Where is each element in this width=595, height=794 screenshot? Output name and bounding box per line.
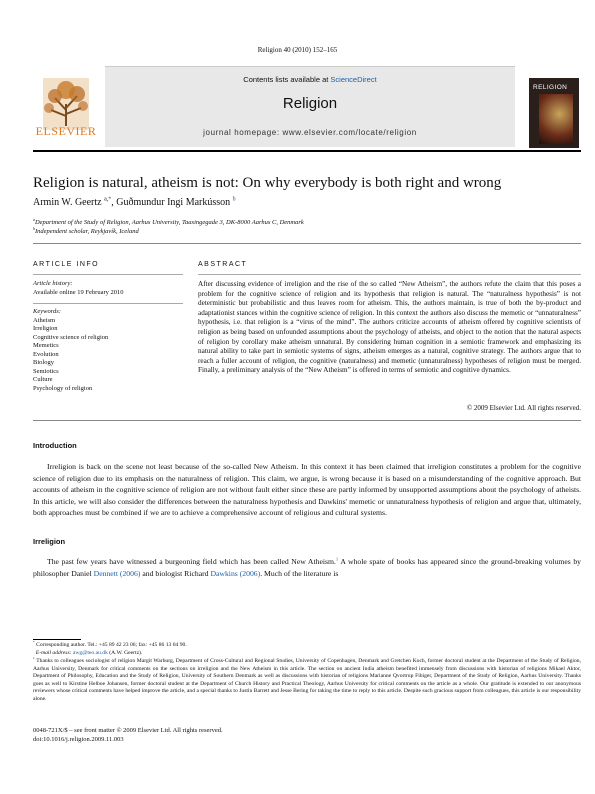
doi-link[interactable]: doi:10.1016/j.religion.2009.11.003 [33, 736, 124, 743]
sciencedirect-link[interactable]: ScienceDirect [330, 75, 377, 84]
footnote-mark: * [33, 640, 35, 645]
keyword: Cognitive science of religion [33, 333, 109, 341]
header-rule [33, 150, 581, 152]
author-name: Guðmundur Ingi Markússon [116, 197, 231, 208]
keyword: Culture [33, 376, 53, 383]
divider [33, 303, 183, 304]
keyword: Evolution [33, 350, 59, 358]
journal-title: Religion [282, 95, 338, 112]
article-history [33, 280, 124, 297]
journal-reference: Religion 40 (2010) 152–165 [257, 46, 338, 54]
article-title: Religion is natural, atheism is not: On why everybody is both right and wrong [33, 175, 502, 191]
divider [198, 274, 581, 275]
author-separator: , [111, 197, 114, 208]
history-value: Available online 19 February 2010 [33, 288, 124, 296]
corresponding-footnote: * Corresponding author. Tel.: +45 89 42 23 06; fax: +45 86 13 04 90. E-mail address: awg@teo.au.dk (A.W. Geertz). [33, 640, 187, 656]
keyword: Biology [33, 359, 54, 366]
author-affiliation-mark[interactable]: a,* [104, 196, 112, 203]
cover-title: RELIGION [533, 84, 568, 91]
author-name: Armin W. Geertz [33, 197, 102, 208]
introduction-heading: Introduction [33, 441, 77, 450]
author-affiliation-mark[interactable]: b [232, 196, 236, 203]
journal-homepage-link[interactable]: journal homepage: www.elsevier.com/locate/religion [203, 128, 417, 137]
contents-prefix: Contents lists available at [243, 75, 329, 84]
keyword: Semiotics [33, 367, 59, 375]
introduction-paragraph: Irreligion is back on the scene not least because of the so-called New Atheism. In this context it has been claimed that irreligion constitutes a problem for the cognitive science of religion due to its emphasis on the naturalness of religion. This claim, we argue, is wrong because it is based on a misunderstanding of the cognitive approach. But accounts of atheism in the cognitive science of religion are not without fault either since these are partly informed by unsupported assumptions about the psychology of atheists. In this article, we will also consider the differences between the naturalness hypothesis and Dawkins' memetic or unnaturalness hypothesis of religion and argue that, ultimately, both approaches must be combined if we are to achieve a comprehensive account of religious and cultural systems. [33, 462, 581, 518]
email-label: E-mail address: [35, 649, 72, 656]
author-line [33, 197, 236, 208]
affiliation: $^a$Department of the Study of Religion, Aarhus University, Taasingegade 3, DK-8000 Aarhus C, Denmark [33, 217, 304, 226]
citation-link[interactable]: Dennett (2006) [93, 568, 141, 578]
keywords-block [33, 308, 108, 393]
footnote-mark: 1 [33, 656, 35, 661]
journal-cover-image [529, 78, 579, 148]
divider [33, 274, 183, 275]
header-band [105, 66, 515, 147]
keyword: Psychology of religion [33, 384, 93, 392]
contents-line [105, 75, 515, 84]
footnote-1: $^1$ Thanks to colleagues sociologist of religion Margit Warburg, Department of Cross-Cultural and Regional Studies, University of Copenhagen, Denmark and Gretchen Koch, former doctoral student at the Department of the Study of Religion, Aarhus University, Denmark for critical comments on the sections on irreligion and the New Atheism in this article. The section on ancient India atheism benefited immensely from discussions with historian of religions Mikael Aktor, Department of Philosophy, Education and the Study of Religion, University of Southern Denmark as well as discussions with historian of religions Marianne Qvortrup Fibiger, Department of the Study of Religion, Aarhus University. Thanks goes as well to Kirstine Helboe Johansen, former doctoral student at the Department of Church History and Practical Theology, Aarhus University for critical comments on the article as a whole. Our gratitude is extended to our anonymous reviewers whose critical comments have helped improve the article, and a special thanks to Justin Barrett and Jesse Bering for taking the time to reply to this article. Despite such gracious support from colleagues, this article is our responsibility alone. [33, 656, 581, 702]
history-label: Article history: [33, 280, 73, 287]
irreligion-paragraph: The past few years have witnessed a burgeoning field which has been called New Atheism.$^1$ A whole spate of books has appeared since the ground-breaking volumes by philosopher Daniel Dennett (2006) and biologist Richard Dawkins (2006). Much of the literature is [33, 556, 582, 578]
abstract-text: After discussing evidence of irreligion and the rise of the so called “New Atheism”, the authors refute the claim that this poses a problem for the cognitive science of religion and its hypothesis that religion is natural. The “naturalness hypothesis” is not deterministic but probabilistic and thus leaves room for atheism. This, the authors maintain, is true of both the by-product and adaptationist stances within the cognitive science of religion. In this context the authors also discuss the memetic or “unnaturalness” hypothesis, i.e. that religion is a “virus of the mind”. The authors criticize accounts of atheism offered by cognitive scientists of religion as being based on unfounded assumptions about the psychology of atheists, and object to the notion that the natural aspects of religion by corollary make atheism unnatural. By considering human cognition in a semiotic framework and emphasizing its natural ability to take part in semiotic systems of signs, atheism emerges as a natural, cognitive strategy. The authors argue that to reach a fuller account of religion, the cognitive (naturalness) and memetic (unnaturalness) hypotheses of religion must be merged. Finally, a preliminary analysis of the “New Atheism” is offered in terms of semiotic and cognitive dynamics. [198, 280, 581, 375]
corresponding-author-mark[interactable]: * [108, 196, 112, 203]
footnote-rule [33, 639, 81, 640]
keyword: Atheism [33, 316, 56, 324]
keyword: Irreligion [33, 325, 58, 332]
divider [33, 243, 581, 244]
email-link[interactable]: awg@teo.au.dk [72, 649, 108, 656]
irreligion-heading: Irreligion [33, 537, 66, 546]
article-info-heading: ARTICLE INFO [33, 261, 100, 268]
abstract-heading: ABSTRACT [198, 261, 248, 268]
citation-link[interactable]: Dawkins (2006) [210, 568, 261, 578]
divider [33, 420, 581, 421]
cover-artwork [539, 94, 573, 144]
elsevier-wordmark: ELSEVIER [35, 124, 97, 138]
journal-header [33, 66, 581, 152]
abstract-copyright: © 2009 Elsevier Ltd. All rights reserved. [466, 404, 581, 412]
affiliation: $^b$Independent scholar, Reykjavík, Iceland [33, 226, 139, 235]
keyword: Memetics [33, 342, 59, 349]
issn-line: 0048-721X/$ – see front matter © 2009 Elsevier Ltd. All rights reserved. [33, 727, 223, 734]
keywords-label: Keywords: [33, 308, 61, 315]
footnote-ref[interactable]: 1 [335, 556, 339, 562]
